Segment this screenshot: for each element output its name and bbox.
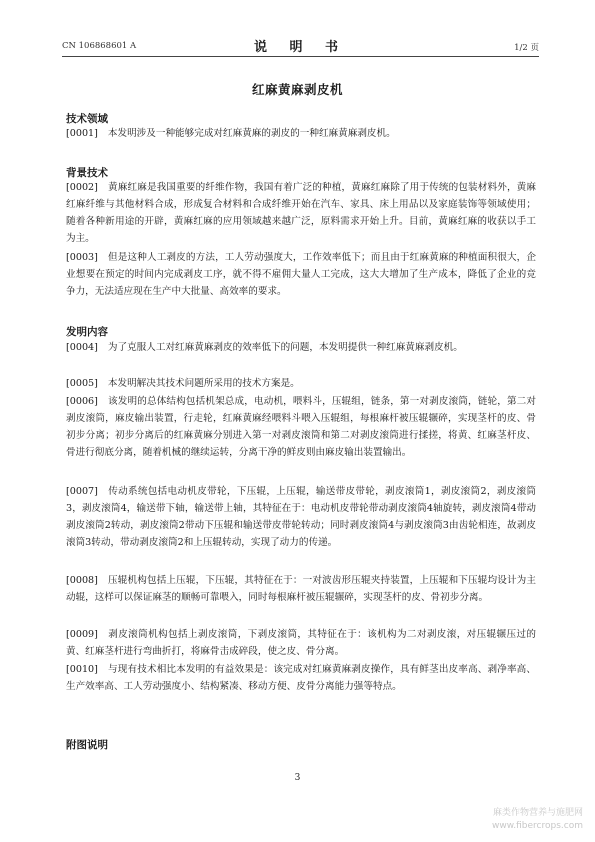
section-heading-content: 发明内容	[66, 326, 108, 338]
page-number: 3	[294, 773, 301, 783]
paragraph-0003	[66, 249, 536, 300]
section-heading-drawings: 附图说明	[66, 739, 108, 751]
paragraph-number: [0007]	[66, 486, 98, 497]
paragraph-text: 本发明解决其技术问题所采用的技术方案是。	[107, 378, 300, 389]
section-heading-tech-field: 技术领域	[66, 113, 108, 125]
paragraph-0004	[66, 339, 536, 356]
paragraph-number: [0005]	[66, 378, 98, 389]
paragraph-text: 剥皮滚筒机构包括上剥皮滚筒，下剥皮滚筒，其特征在于：该机构为二对剥皮滚，对压辊辗压过的黄、红麻茎杆进行弯曲折打，将麻骨击成碎段，使之皮、骨分离。	[66, 629, 536, 657]
page-header	[62, 36, 539, 57]
paragraph-text: 但是这种人工剥皮的方法，工人劳动强度大，工作效率低下；而且由于红麻黄麻的种植面积很大，企业想要在预定的时间内完成剥皮工序，就不得不雇佣大量人工完成，这大大增加了生产成本，降低了企业的竞争力，无法适应现在生产中大批量、高效率的要求。	[66, 252, 536, 297]
paragraph-0008	[66, 572, 536, 606]
paragraph-0005	[66, 375, 536, 392]
paragraph-text: 黄麻红麻是我国重要的纤维作物，我国有着广泛的种植，黄麻红麻除了用于传统的包装材料外，黄麻红麻纤维与其他材料合成，形成复合材料和合成纤维开始在汽车、家具、床上用品以及家庭装饰等领域使用；随着各种新用途的开辟，黄麻红麻的应用领域越来越广泛，原料需求开始上升。目前，黄麻红麻的收获以手工为主。	[66, 182, 536, 244]
paragraph-0006	[66, 393, 536, 461]
watermark-url: www.fibercrops.com	[492, 821, 583, 831]
paragraph-text: 压辊机构包括上压辊，下压辊，其特征在于：一对波齿形压辊夹持装置，上压辊和下压辊均设计为主动辊，这样可以保证麻茎的顺畅可靠喂入，同时每根麻杆被压辊辗碎，实现茎杆的皮、骨初步分离。	[66, 575, 536, 603]
paragraph-number: [0002]	[66, 182, 98, 193]
document-type: 说 明 书	[253, 40, 348, 55]
paragraph-text: 为了克服人工对红麻黄麻剥皮的效率低下的问题，本发明提供一种红麻黄麻剥皮机。	[107, 342, 463, 353]
paragraph-text: 传动系统包括电动机皮带轮，下压辊，上压辊，输送带皮带轮，剥皮滚筒1，剥皮滚筒2，剥皮滚筒3，剥皮滚筒4，输送带下轴，输送带上轴，其特征在于：电动机皮带轮带动剥皮滚筒4轴旋转，剥皮滚筒4带动剥皮滚筒2转动，剥皮滚筒2带动下压辊和输送带皮带轮转动；同时剥皮滚筒4与剥皮滚筒3由齿轮相连，故剥皮滚筒3转动，带动剥皮滚筒2和上压辊转动，实现了动力的传递。	[66, 486, 536, 548]
paragraph-text: 本发明涉及一种能够完成对红麻黄麻的剥皮的一种红麻黄麻剥皮机。	[107, 128, 396, 139]
paragraph-text: 与现有技术相比本发明的有益效果是：该完成对红麻黄麻剥皮操作，具有鲜茎出皮率高、剥净率高、生产效率高、工人劳动强度小、结构紧凑、移动方便、皮骨分离能力强等特点。	[66, 664, 536, 692]
paragraph-0007	[66, 483, 536, 551]
paragraph-number: [0009]	[66, 629, 98, 640]
page-indicator: 1/2 页	[514, 43, 539, 53]
paragraph-0010	[66, 661, 536, 695]
paragraph-0001	[66, 125, 536, 142]
paragraph-number: [0001]	[66, 128, 98, 139]
watermark	[492, 807, 583, 833]
watermark-name: 麻类作物营养与施肥网	[492, 808, 583, 818]
publication-number: CN 106868601 A	[62, 41, 137, 51]
paragraph-0002	[66, 179, 536, 247]
paragraph-number: [0006]	[66, 396, 98, 407]
document-title: 红麻黄麻剥皮机	[251, 82, 343, 97]
paragraph-number: [0008]	[66, 575, 98, 586]
section-heading-background: 背景技术	[66, 167, 108, 179]
paragraph-0009	[66, 626, 536, 660]
paragraph-text: 该发明的总体结构包括机架总成，电动机，喂料斗，压辊组，链条，第一对剥皮滚筒，链轮，第二对剥皮滚筒，麻皮输出装置，行走轮，红麻黄麻经喂料斗喂入压辊组，每根麻杆被压辊辗碎，实现茎杆的皮、骨初步分离；初步分离后的红麻黄麻分别进入第一对剥皮滚筒和第二对剥皮滚筒进行揉搓，将黄、红麻茎杆皮、骨进行彻底分离，随着机械的继续运转，分离干净的鲜皮则由麻皮输出装置输出。	[66, 396, 536, 458]
paragraph-number: [0010]	[66, 664, 98, 675]
paragraph-number: [0004]	[66, 342, 98, 353]
paragraph-number: [0003]	[66, 252, 98, 263]
